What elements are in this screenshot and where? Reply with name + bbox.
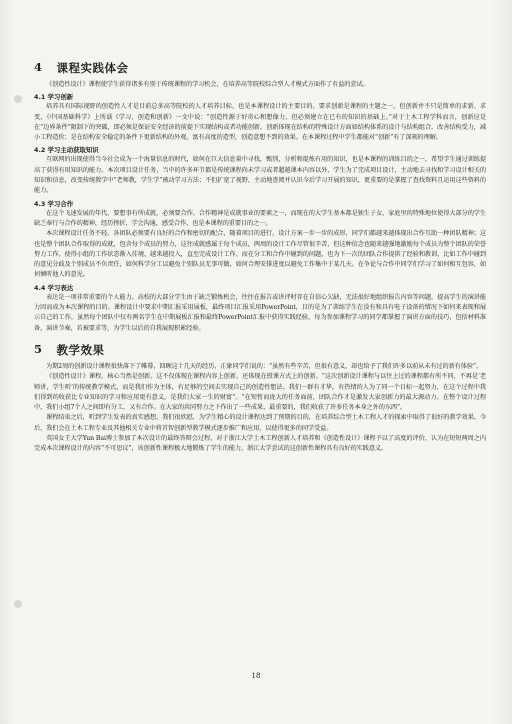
section-4-intro: 《创造性设计》课程使学生获得诸多有别于传统课程的学习机会，在培养高等院校综合型人才模式方面作了有益的尝试。: [46, 81, 369, 88]
subsection-heading: 4.1 学习创新: [34, 93, 74, 102]
section-number: 5: [34, 341, 43, 356]
section-4-heading: [34, 60, 486, 76]
paragraph: 表达是一项非常重要的个人能力。高校的大部分学生由于缺乏锻炼机会，往往在报告或讲评时存在自信心欠缺，无法很好地组织报告内容等问题，提高学生的演讲能力因而成为本次课程的目的。课程设计中要求中期汇报采用展板，最终项目汇报采用PowerPoint，目的是为了训练学生在没有和具有电子设备的情况下如何来表现和展示自己的工作，虽然每个团队中仅有两名学生在中期展板汇报和最终PowerPoint汇报中获得实践经验，每为参加课程学习的同学都掌握了演讲方面的技巧，包括材料准备，演讲节奏，若被要求等，为学生以后的自我展现积累经验。: [34, 293, 486, 332]
page-content: [34, 60, 486, 455]
subsection-heading: 4.4 学习表达: [34, 283, 74, 292]
paragraph: 互联网的出现使得当今社会成为一个海量信息的时代，如何在巨大信息量中寻找，甄别，分析和提炼有用的知识，也是本课程的训练目的之一，希望学生通过训练提高了获得有用知识的能力。本次项目设计任务，当中的许多环节都是传统课程尚未学习或者超越课本内容以外，学生为了完成项目设计，主动地去寻找和学习设计相关的知识和信息，改变传统教学中“老师教，学生学”被动学习方法；不但扩宽了视野，主动地查阅并认识今后学习开展的知识，更重要的是掌握了查找资料且运用这些资料的能力。: [34, 156, 486, 195]
subsection-heading: 4.3 学习合作: [34, 199, 74, 208]
page-number: 18: [251, 672, 261, 680]
section-title: 课程实践体会: [56, 61, 129, 75]
binder-hole: [14, 600, 22, 608]
paragraph: 本次课程设计任务不轻，各团队必须要有良好的合作和密切的配合，随着项目的进行，设计方案一步一步的成形，同学们都越来越体现出合作互助一种团队精神；这也是整个团队合作取得的成就，包含每个成员的努力，这往成就感属于每个成员，两周的设计工作尽管很辛苦，但这种信念也随来越强地激励每个成员为整个团队的荣誉努力工作，使得小组的工作状态渐入佳境，越来越投入，直至完成设计工作。而在分工和合作中碰到的问题，也为下一次的团队合作提供了经验和教训，比如工作中碰到的意见分歧及个别成员不负责任，如何科学分工以避免个别队员无事可做，如何合理安排进度以避免工作集中于某几天。在争论与合作中同学们学习了如何相互包容，如何倾听他人的意见。: [34, 230, 486, 279]
paragraph: 英国女王大学Yun Bai博士参加了本次设计的最终答辩会过程，对于浙江大学土木工程创新人才培养和《创造性设计》课程予以了高度的评价，认为在短短两周之内完成本次课程设计的内容“不可思议”，该创新性课程极大地锻炼了学生的能力，浙江大学尝试的这创新性课程具有良好的实践意义。: [34, 435, 486, 453]
section-title: 教学效果: [56, 342, 105, 357]
section-5-heading: [34, 342, 486, 358]
paragraph: 为期2周的创新设计课程很快落下了帷幕，回顾这十几天的经历，正象同学们说的：“虽然有些辛苦，但很有意义，却也给予了我们许多以前从未有过的新有体验”。: [46, 362, 483, 370]
paragraph: 在这个飞速发展的年代，要想事有所成就，必须要合作。合作精神是成就事业的要素之一，而现在的大学生基本都是独生子女，家庭里的特殊地位使得大部分的学生缺乏奉行与合作的精神，经历挫折，学会沟通，感受合作，也是本课程的重要目的之一。: [34, 209, 486, 227]
subsection-heading: 4.2 学习主动获取知识: [34, 146, 99, 155]
section-number: 4: [34, 60, 43, 74]
paragraph: 培养具有国际视野的创造性人才是目前总多高等院校的人才培养目标，也是本课程设计的主要目的。要求创新是课程的主题之一，但创新并不只是简单的求新、求变，《中国基础科学》上所载《学习、创造和创新》一文中说：“创造性源于好奇心和想像力，但必须建立在已有的知识的基础上。”对于土木工程学科而言，创新应是在“边界条件”限制下的突破，即必须是保证安全经济的前提下实现结构或者功能创新。创新体现在结构的特殊设计方面如结构体系的设计与结构组合，改善结构受力，减小工程造价；是在结构安全稳定的条件下更新结构的外观，富有高度的造型，创造意想不到的效果。在本课程过程中学生都能对“创新”有了深刻的理解。: [34, 103, 486, 142]
binder-hole: [14, 95, 22, 103]
paragraph: 《创造性设计》课程，核心当然是创新。这不仅体现在课程内容上创新，还体现在授课方式上的创新。“这次创新设计课程与以往上过的课程都有所不同，不再是‘老师讲，学生听’的传统教学模式，而是我们作为主体，有足够的空间去实现自己的创造性想法。我们一群有才华，有热情的人为了同一个目标一起努力，在这个过程中我们得到的收获比专业知识的学习和应用更有意义，是我们大家一生的财富”。“在短暂而庞大的任务面前，团队合作才是激发大家创新力的最大源动力。在整个设计过程中，我们小组7个人之间即有分工，又有合作。在大家的共同努力之下作出了一些成果，最重要的，我们收获了许多任务本身之外的东西”。: [34, 373, 486, 412]
paragraph: 课程结束之后，听到学生发表的真实感想，我们很欣慰，为学生精心的设计课程达到了预期的目的，在培养综合型土木工程人才的探索中取得了很好的教学效果。今后，我们会在土木工程专业及其他相关专业中将首智创新型教学模式逐步推广和应用，以使得更多的同学受益。: [34, 414, 486, 432]
